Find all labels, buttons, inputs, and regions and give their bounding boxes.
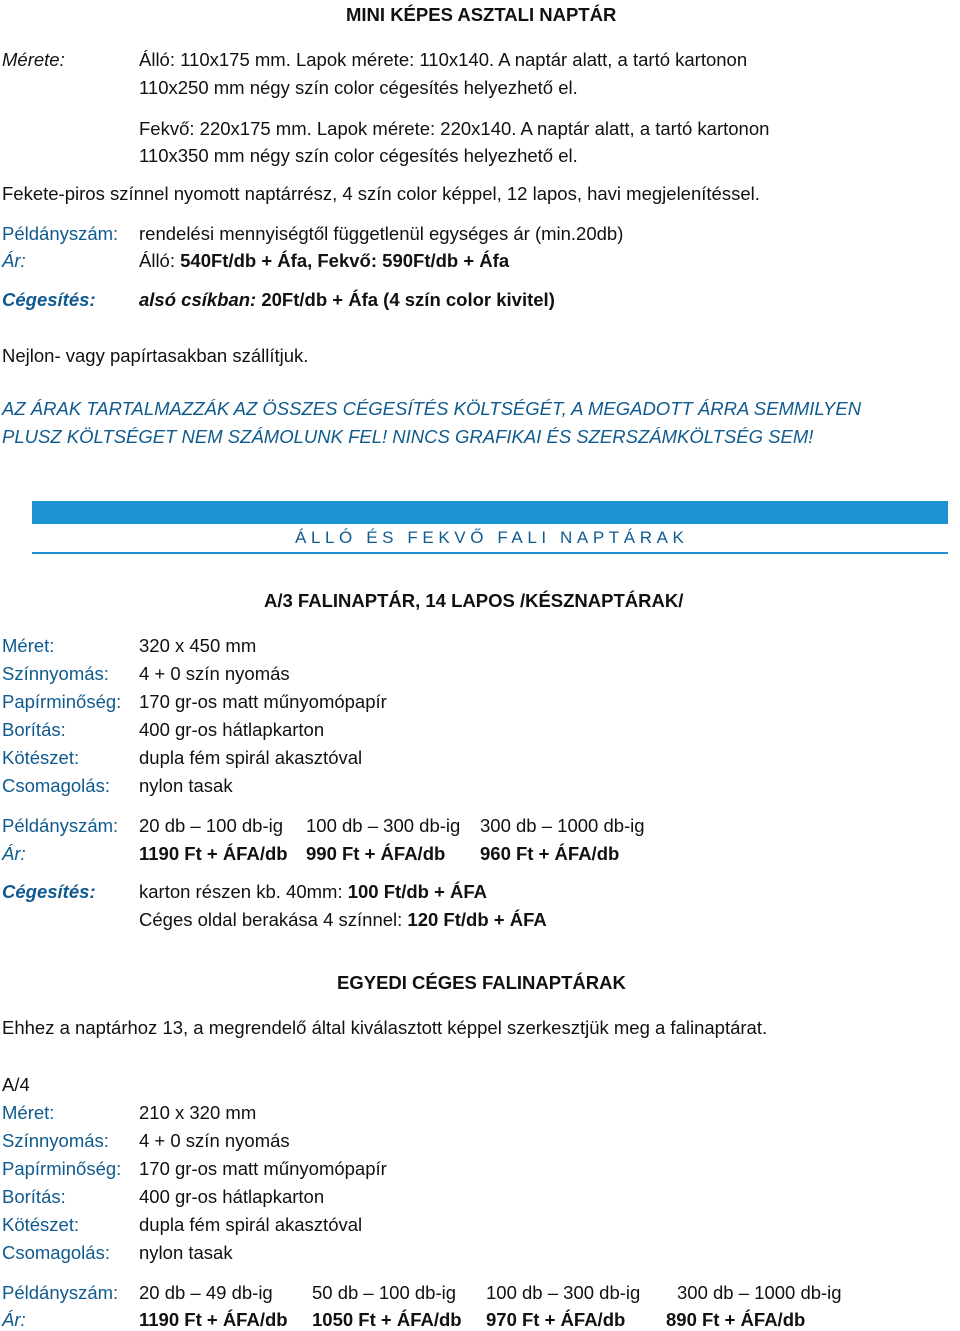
mini-brand-italic: alsó csíkban: xyxy=(139,289,262,310)
mini-print-note: Fekete-piros színnel nyomott naptárrész, 4 szín color képpel, 12 lapos, havi megjelenítéssel. xyxy=(2,183,760,204)
a4-qty-tier: 20 db – 49 db-ig xyxy=(139,1282,273,1303)
mini-price-prefix: Álló: xyxy=(139,250,181,271)
a4-spec-label: Borítás: xyxy=(2,1186,66,1207)
a3-brand-prefix: Céges oldal berakása 4 színnel: xyxy=(139,909,408,930)
a4-spec-value: dupla fém spirál akasztóval xyxy=(139,1214,363,1235)
mini-calendar-title: MINI KÉPES ASZTALI NAPTÁR xyxy=(346,4,617,25)
a4-qty-tier: 300 db – 1000 db-ig xyxy=(677,1282,842,1303)
section-banner-title: ÁLLÓ ÉS FEKVŐ FALI NAPTÁRAK xyxy=(295,528,689,547)
a4-spec-label: Méret: xyxy=(2,1102,55,1123)
a3-brand-line xyxy=(139,883,487,902)
a4-spec-label: Papírminőség: xyxy=(2,1158,122,1179)
a3-qty-tier: 300 db – 1000 db-ig xyxy=(480,815,645,836)
mini-price-amount: 540Ft/db + Áfa, Fekvő: 590Ft/db + Áfa xyxy=(180,250,510,271)
a3-price-tier: 960 Ft + ÁFA/db xyxy=(480,843,620,864)
a3-qty-tier: 20 db – 100 db-ig xyxy=(139,815,284,836)
a4-spec-value: 210 x 320 mm xyxy=(139,1102,257,1123)
a3-price-tier: 990 Ft + ÁFA/db xyxy=(306,843,446,864)
a3-qty-label: Példányszám: xyxy=(2,815,119,836)
mini-size-line: 110x250 mm négy szín color cégesítés helyezhető el. xyxy=(139,77,578,98)
a4-price-tier: 970 Ft + ÁFA/db xyxy=(486,1309,626,1330)
a3-spec-label: Papírminőség: xyxy=(2,691,122,712)
mini-delivery-note: Nejlon- vagy papírtasakban szállítjuk. xyxy=(2,345,309,366)
a4-spec-label: Kötészet: xyxy=(2,1214,80,1235)
a4-price-tier: 1050 Ft + ÁFA/db xyxy=(312,1309,462,1330)
a4-qty-tier: 50 db – 100 db-ig xyxy=(312,1282,457,1303)
a4-heading: A/4 xyxy=(2,1074,30,1095)
mini-size-line: Álló: 110x175 mm. Lapok mérete: 110x140. A naptár alatt, a tartó kartonon xyxy=(139,49,748,70)
a4-spec-value: nylon tasak xyxy=(139,1242,233,1263)
a3-price-tier: 1190 Ft + ÁFA/db xyxy=(139,843,288,864)
a4-price-tier: 1190 Ft + ÁFA/db xyxy=(139,1309,288,1330)
a3-brand-amount: 100 Ft/db + ÁFA xyxy=(347,881,488,902)
mini-brand-label: Cégesítés: xyxy=(2,289,96,310)
a3-qty-tier: 100 db – 300 db-ig xyxy=(306,815,461,836)
mini-qty-value: rendelési mennyiségtől függetlenül egységes ár (min.20db) xyxy=(139,223,624,244)
mini-notice-line: PLUSZ KÖLTSÉGET NEM SZÁMOLUNK FEL! NINCS GRAFIKAI ÉS SZERSZÁMKÖLTSÉG SEM! xyxy=(2,426,814,447)
a4-qty-tier: 100 db – 300 db-ig xyxy=(486,1282,641,1303)
a3-spec-label: Csomagolás: xyxy=(2,775,110,796)
mini-notice-line: AZ ÁRAK TARTALMAZZÁK AZ ÖSSZES CÉGESÍTÉS KÖLTSÉGÉT, A MEGADOTT ÁRRA SEMMILYEN xyxy=(2,398,862,419)
a3-spec-value: 4 + 0 szín nyomás xyxy=(139,663,290,684)
a4-price-tier: 890 Ft + ÁFA/db xyxy=(666,1309,806,1330)
a3-title: A/3 FALINAPTÁR, 14 LAPOS /KÉSZNAPTÁRAK/ xyxy=(264,590,684,611)
custom-intro: Ehhez a naptárhoz 13, a megrendelő által kiválasztott képpel szerkesztjük meg a falinaptárat. xyxy=(2,1017,768,1038)
mini-size-label: Mérete: xyxy=(2,49,65,70)
a4-qty-label: Példányszám: xyxy=(2,1282,119,1303)
a3-brand-prefix: karton részen kb. 40mm: xyxy=(139,881,348,902)
custom-title: EGYEDI CÉGES FALINAPTÁRAK xyxy=(337,972,626,993)
mini-brand-amount: 20Ft/db + Áfa (4 szín color kivitel) xyxy=(261,289,555,310)
a3-spec-label: Kötészet: xyxy=(2,747,80,768)
a4-spec-value: 170 gr-os matt műnyomópapír xyxy=(139,1158,387,1179)
a4-spec-label: Színnyomás: xyxy=(2,1130,109,1151)
mini-size-line: 110x350 mm négy szín color cégesítés helyezhető el. xyxy=(139,145,578,166)
a3-brand-label: Cégesítés: xyxy=(2,881,96,902)
a4-spec-value: 400 gr-os hátlapkarton xyxy=(139,1186,325,1207)
a3-price-label: Ár: xyxy=(2,843,26,864)
a3-spec-value: 400 gr-os hátlapkarton xyxy=(139,719,325,740)
a3-spec-label: Színnyomás: xyxy=(2,663,109,684)
a3-spec-label: Borítás: xyxy=(2,719,66,740)
a4-spec-label: Csomagolás: xyxy=(2,1242,110,1263)
a3-brand-line xyxy=(139,911,547,930)
mini-price-value xyxy=(139,252,509,271)
section-banner-underline xyxy=(32,552,948,554)
mini-size-line: Fekvő: 220x175 mm. Lapok mérete: 220x140. A naptár alatt, a tartó kartonon xyxy=(139,118,770,139)
mini-brand-value xyxy=(139,291,555,310)
a4-price-label: Ár: xyxy=(2,1309,26,1330)
a3-spec-value: nylon tasak xyxy=(139,775,233,796)
a3-spec-label: Méret: xyxy=(2,635,55,656)
mini-qty-label: Példányszám: xyxy=(2,223,119,244)
a3-spec-value: 170 gr-os matt műnyomópapír xyxy=(139,691,387,712)
a4-spec-value: 4 + 0 szín nyomás xyxy=(139,1130,290,1151)
section-banner-bar xyxy=(32,501,948,524)
a3-spec-value: 320 x 450 mm xyxy=(139,635,257,656)
a3-brand-amount: 120 Ft/db + ÁFA xyxy=(407,909,547,930)
a3-spec-value: dupla fém spirál akasztóval xyxy=(139,747,363,768)
mini-price-label: Ár: xyxy=(2,250,26,271)
